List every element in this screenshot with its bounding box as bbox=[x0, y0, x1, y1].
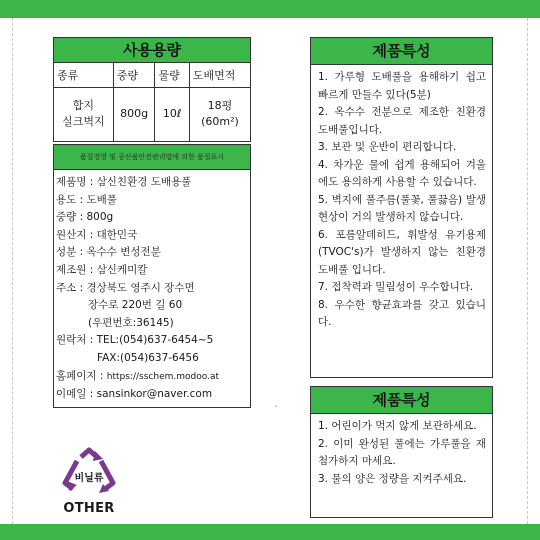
col-type: 종류 bbox=[54, 63, 113, 87]
address-line2: 장수로 220번 길 60 bbox=[88, 299, 183, 312]
product-usage: 용도 : 도배풀 bbox=[56, 193, 117, 206]
bottom-green-bar bbox=[0, 524, 540, 540]
features-box bbox=[310, 37, 493, 378]
homepage-url: https://sschem.modoo.at bbox=[106, 371, 219, 382]
cautions-title: 제품특성 bbox=[311, 387, 492, 414]
cell-area-line2: (60m²) bbox=[201, 115, 239, 129]
email: 이메일 : sansinkor@naver.com bbox=[56, 388, 213, 401]
col-water: 물량 bbox=[155, 63, 189, 87]
fold-line-right bbox=[527, 18, 528, 524]
product-manufacturer: 제조원 : 삼신케미칼 bbox=[56, 263, 148, 276]
homepage-label: 홈페이지 : bbox=[56, 369, 107, 382]
feature-item: 4. 차가운 물에 쉽게 용해되어 겨울에도 용의하게 사용할 수 있습니다. bbox=[318, 158, 486, 188]
cell-area bbox=[189, 87, 250, 141]
col-weight: 중량 bbox=[113, 63, 155, 87]
homepage bbox=[56, 368, 250, 387]
contact-line2: FAX:(054)637-6456 bbox=[97, 351, 199, 364]
cell-area-line1: 18평 bbox=[207, 99, 233, 113]
quality-body bbox=[54, 170, 250, 404]
caution-item: 1. 어린이가 먹지 않게 보관하세요. bbox=[318, 420, 477, 432]
feature-item: 2. 옥수수 전분으로 제조한 친환경 도배풀입니다. bbox=[318, 106, 486, 136]
cautions-box bbox=[310, 386, 493, 518]
caution-item: 2. 이미 완성된 풀에는 가루풀을 재첨가하지 마세요. bbox=[318, 437, 486, 467]
caution-item: 3. 물의 양은 정량을 지켜주세요. bbox=[318, 472, 467, 485]
usage-grid bbox=[54, 63, 250, 141]
product-weight: 중량 : 800g bbox=[56, 211, 114, 224]
address-line1: 주소 : 경상북도 영주시 장수면 bbox=[56, 281, 195, 294]
cell-weight: 800g bbox=[113, 87, 155, 141]
feature-item: 5. 벽지에 풀주름(풀꽃, 풀끓음) 발생 현상이 거의 발생하지 않습니다. bbox=[318, 193, 486, 223]
address-line3: (우편번호:36145) bbox=[88, 316, 174, 329]
stray-mark: ´ bbox=[274, 405, 278, 414]
contact-line1: 원락처 : TEL:(054)637-6454~5 bbox=[56, 334, 214, 347]
features-title: 제품특성 bbox=[311, 38, 492, 65]
feature-item: 7. 접착력과 밀림성이 우수합니다. bbox=[318, 281, 474, 293]
quality-info-box bbox=[53, 144, 251, 408]
top-green-bar bbox=[0, 0, 540, 18]
col-area: 도배면적 bbox=[189, 63, 250, 87]
cell-type-line1: 합지 bbox=[72, 99, 95, 113]
quality-header: 품질경영 및 공산품안전관리법에 의한 품질표시 bbox=[54, 145, 250, 170]
product-name: 제품명 : 삼신친환경 도배용풀 bbox=[56, 176, 192, 188]
recycle-mark bbox=[58, 447, 120, 516]
features-list bbox=[311, 65, 492, 336]
product-ingredient: 성분 : 옥수수 변성전분 bbox=[56, 246, 161, 259]
product-origin: 원산지 : 대한민국 bbox=[56, 228, 138, 241]
feature-item: 8. 우수한 향균효과를 갖고 있습니다. bbox=[318, 298, 486, 328]
recycle-label: OTHER bbox=[63, 501, 115, 516]
cell-water: 10ℓ bbox=[155, 87, 189, 141]
usage-title: 사용용량 bbox=[54, 38, 250, 63]
cell-type bbox=[54, 87, 113, 141]
cell-type-line2: 실크벽지 bbox=[62, 115, 105, 129]
feature-item: 3. 보관 및 운반이 편리합니다. bbox=[318, 141, 457, 153]
feature-item: 1. 가루형 도배풀을 용해하기 쉽고 빠르게 만들수 있다(5분) bbox=[318, 71, 486, 101]
cautions-list bbox=[311, 414, 492, 492]
usage-table bbox=[53, 37, 251, 142]
feature-item: 6. 포름알데히드, 휘발성 유기용제(TVOC's)가 발생하지 않는 친환경 도배풀 입니다. bbox=[318, 228, 486, 276]
fold-line-left bbox=[12, 18, 13, 524]
recycle-triangle-icon bbox=[59, 447, 119, 499]
recycle-mark-text: 비닐류 bbox=[74, 473, 104, 484]
